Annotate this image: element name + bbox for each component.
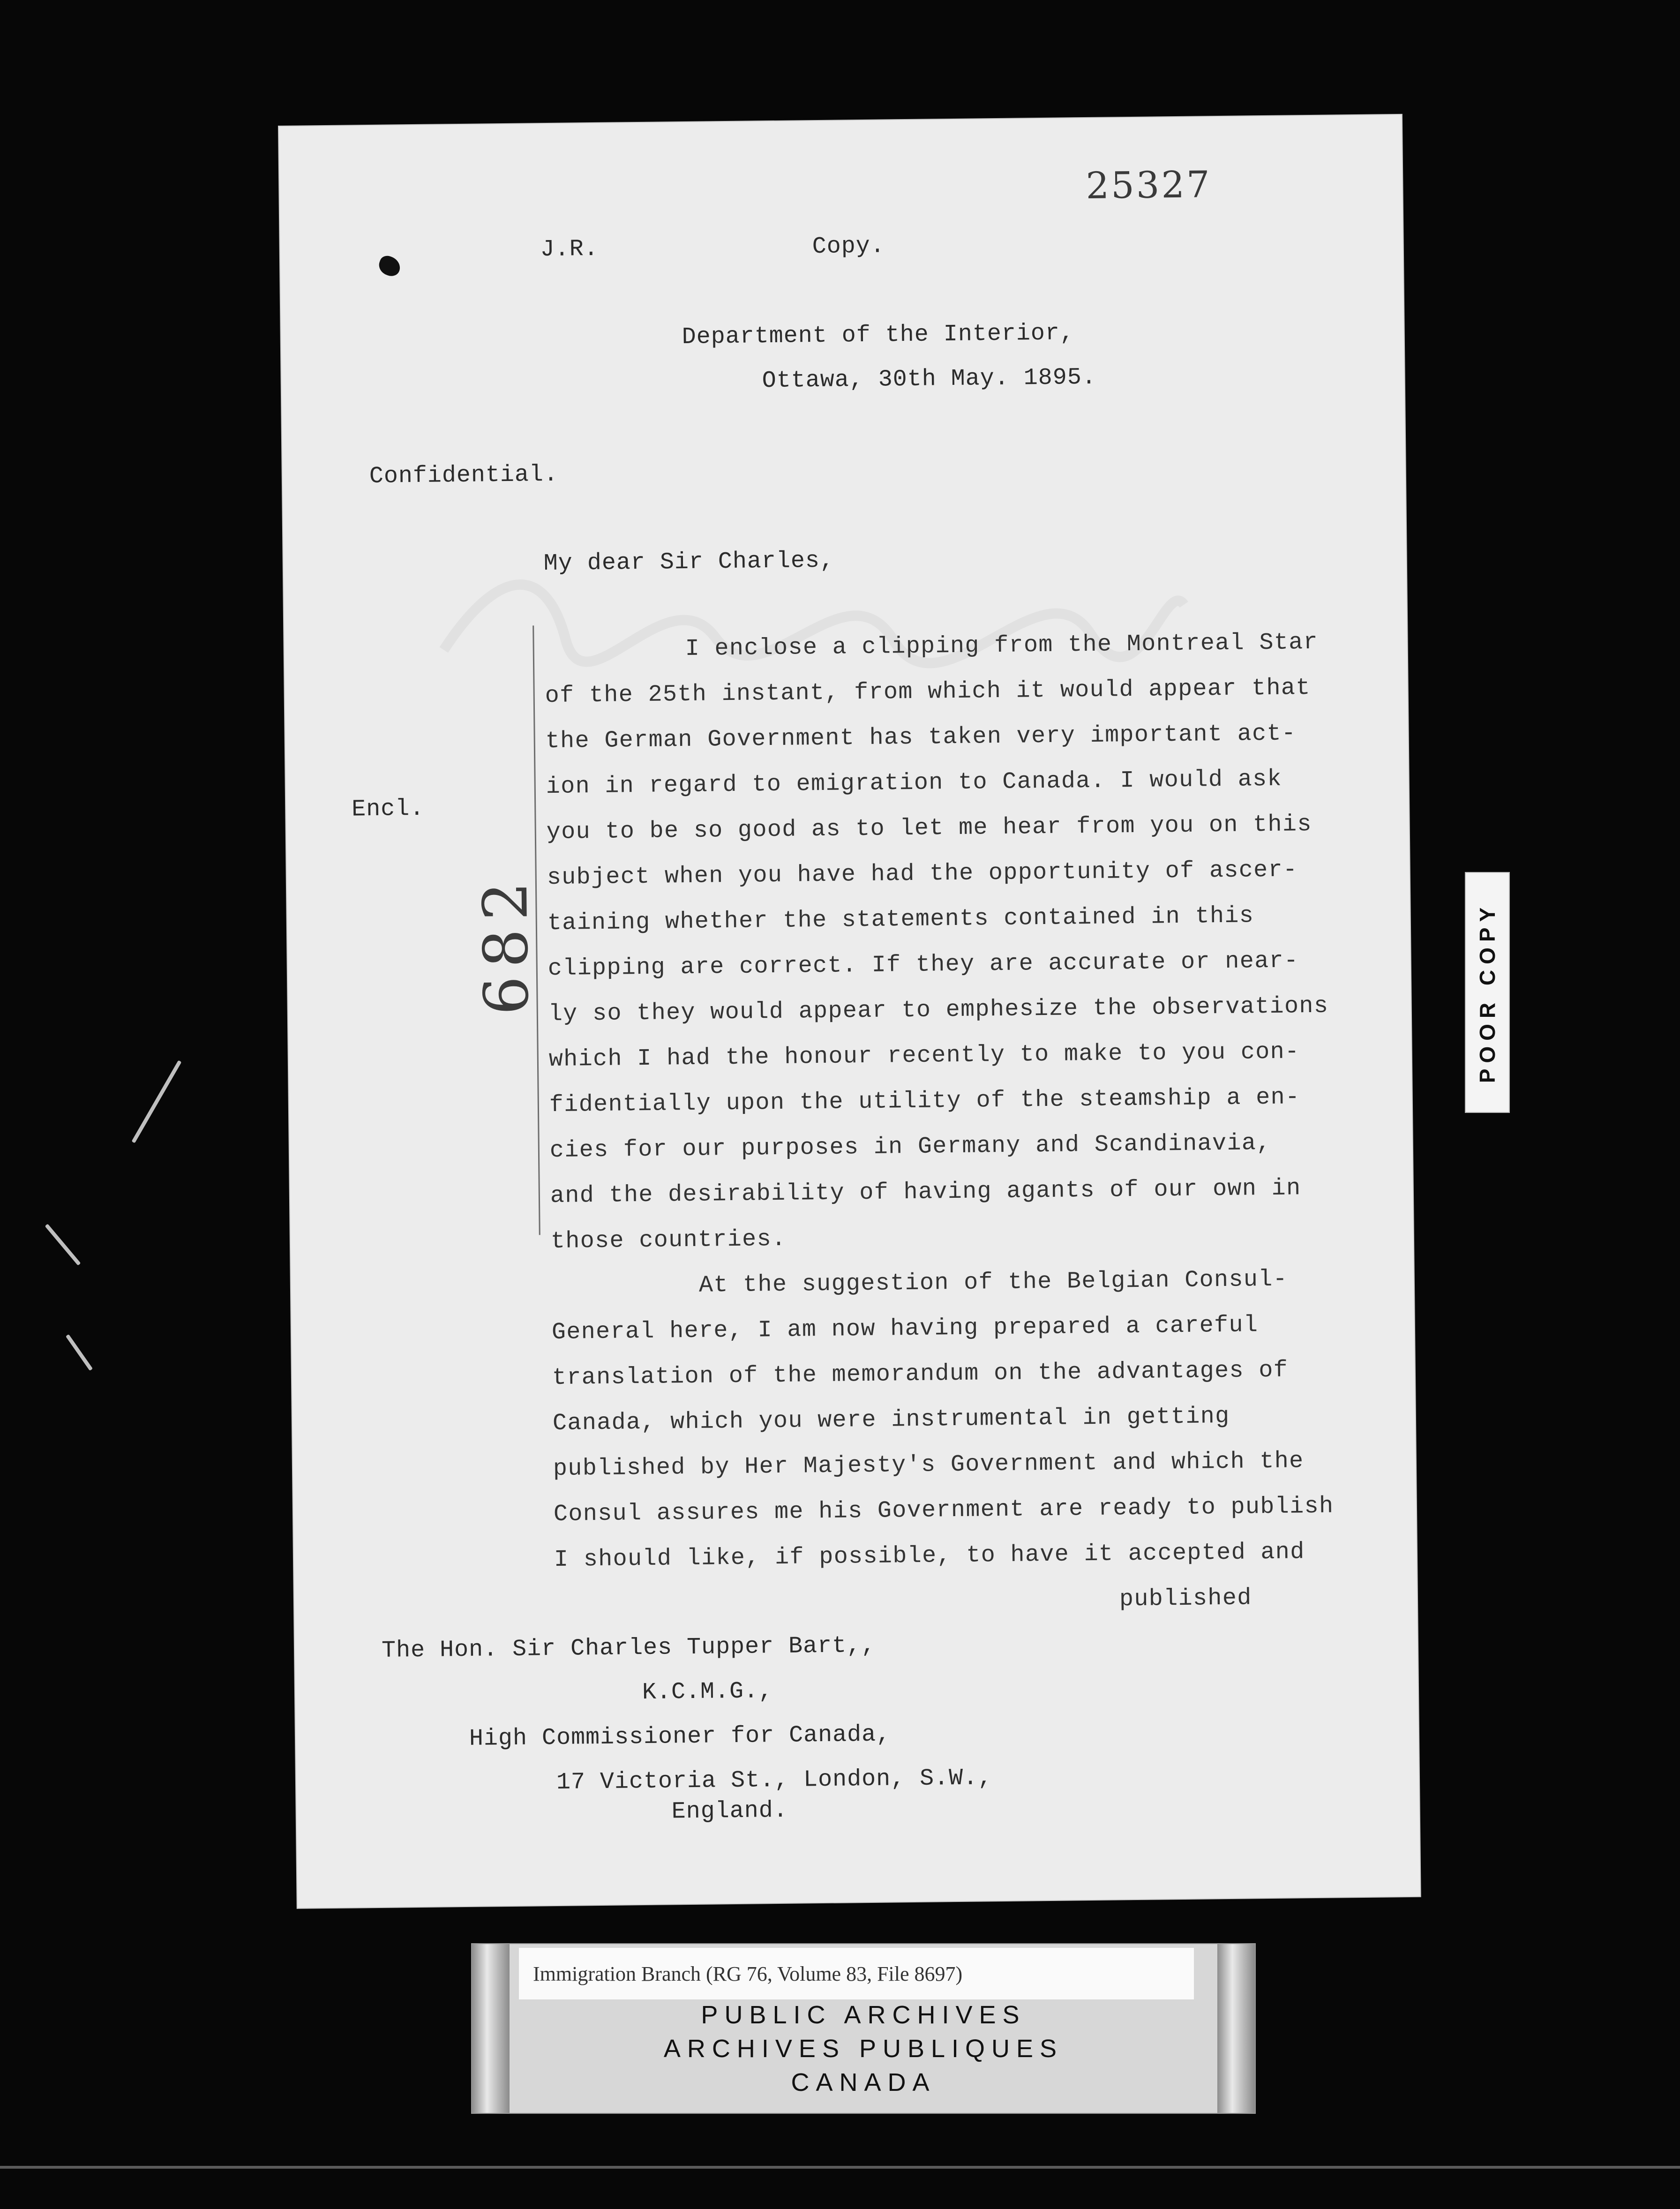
body-line: Consul assures me his Government are ready to publish xyxy=(553,1493,1334,1528)
body-line: of the 25th instant, from which it would appear that xyxy=(545,675,1311,710)
film-scratch xyxy=(66,1334,93,1371)
document-stamp-number: 25327 xyxy=(1085,164,1212,207)
catchword: published xyxy=(1119,1585,1252,1613)
address-line: K.C.M.G., xyxy=(642,1678,773,1706)
film-scratch xyxy=(45,1224,81,1265)
address-line: 17 Victoria St., London, S.W., xyxy=(556,1765,993,1796)
body-line: and the desirability of having agants of our own in xyxy=(550,1175,1301,1210)
body-line: I should like, if possible, to have it accepted and xyxy=(554,1539,1305,1574)
address-line: High Commissioner for Canada, xyxy=(469,1721,891,1752)
place-date-line: Ottawa, 30th May. 1895. xyxy=(762,364,1097,395)
body-line: those countries. xyxy=(550,1225,787,1255)
body-line: published by Her Majesty's Government and which the xyxy=(553,1448,1304,1483)
film-frame-edge xyxy=(0,2166,1680,2169)
salutation: My dear Sir Charles, xyxy=(543,547,835,578)
poor-copy-tag xyxy=(1465,872,1510,1113)
initials: J.R. xyxy=(540,235,599,263)
address-line: England. xyxy=(671,1797,788,1826)
letter-page xyxy=(279,115,1420,1908)
archive-line-en: PUBLIC ARCHIVES xyxy=(701,2001,1026,2029)
address-line: The Hon. Sir Charles Tupper Bart,, xyxy=(381,1632,876,1664)
archive-label xyxy=(471,1943,1256,2114)
poor-copy-text: POOR COPY xyxy=(1475,902,1500,1083)
archive-reference-strip xyxy=(519,1948,1194,1999)
archive-line-fr: ARCHIVES PUBLIQUES xyxy=(663,2035,1064,2063)
department-line: Department of the Interior, xyxy=(682,320,1075,351)
archive-reference: Immigration Branch (RG 76, Volume 83, File 8697) xyxy=(533,1962,963,1985)
body-line: ly so they would appear to emphesize the observations xyxy=(548,992,1329,1028)
archive-line-country: CANADA xyxy=(791,2068,936,2096)
body-line: At the suggestion of the Belgian Consul- xyxy=(698,1266,1288,1299)
body-line: taining whether the statements contained in this xyxy=(547,902,1254,937)
enclosure-note: Encl. xyxy=(351,795,425,823)
handwritten-reference: 682 xyxy=(469,873,542,1015)
body-line: ion in regard to emigration to Canada. I would ask xyxy=(546,766,1282,801)
ink-blot xyxy=(376,254,403,278)
body-line: fidentially upon the utility of the steamship a en- xyxy=(549,1084,1300,1119)
body-line: translation of the memorandum on the advantages of xyxy=(552,1357,1289,1392)
classification-label: Confidential. xyxy=(369,461,559,490)
film-scratch xyxy=(132,1060,182,1143)
body-line: subject when you have had the opportunity of ascer- xyxy=(547,857,1298,892)
body-line: cies for our purposes in Germany and Scandinavia, xyxy=(549,1129,1271,1165)
body-line: the German Government has taken very important act- xyxy=(545,720,1297,755)
copy-label: Copy. xyxy=(812,233,885,261)
body-line: General here, I am now having prepared a careful xyxy=(551,1312,1259,1346)
body-line: you to be so good as to let me hear from you on this xyxy=(546,811,1312,846)
body-line: clipping are correct. If they are accurate or near- xyxy=(548,947,1299,983)
body-line: which I had the honour recently to make to you con- xyxy=(548,1038,1300,1074)
body-line: Canada, which you were instrumental in getting xyxy=(552,1403,1230,1437)
body-line: I enclose a clipping from the Montreal Star xyxy=(685,629,1319,662)
